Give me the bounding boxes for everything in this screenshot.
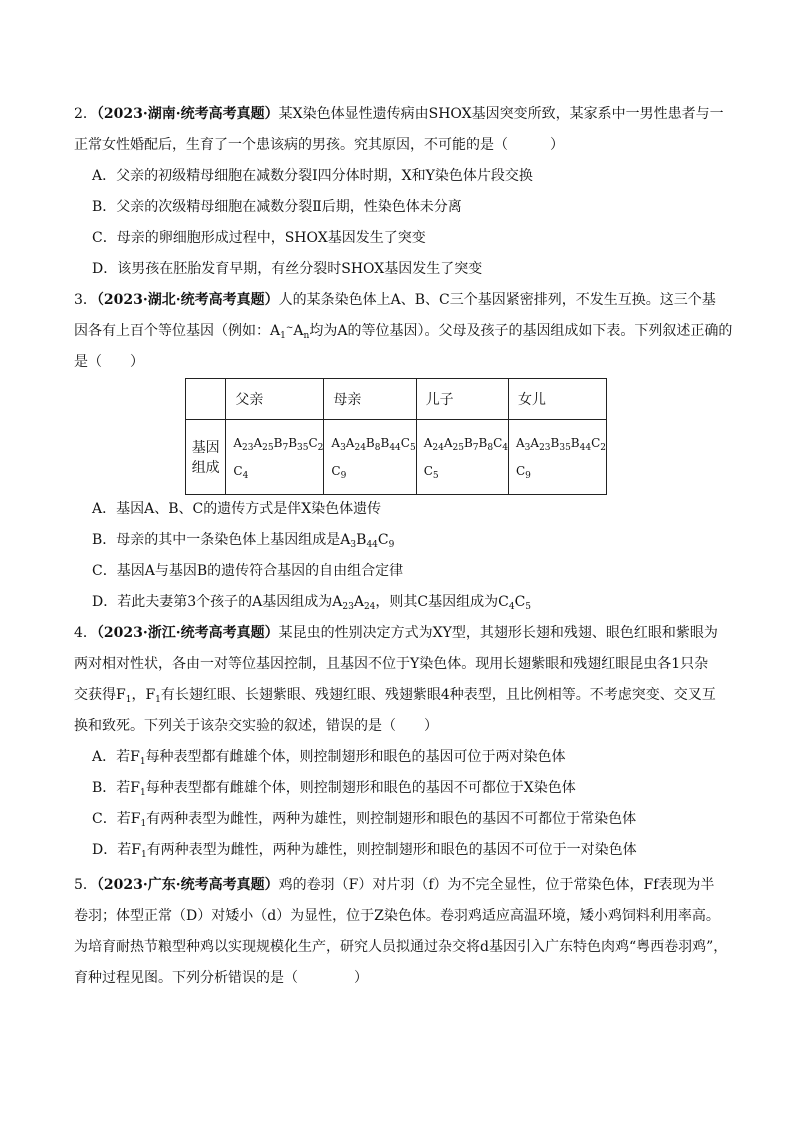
q5-stem-line3: 为培育耐热节粮型种鸡以实现规模化生产，研究人员拟通过杂交将d基因引入广东特色肉鸡“粤西卷羽鸡”， [74,939,728,955]
q4-option-b-prefix: B．若F [92,780,141,796]
q3-option-d [92,592,531,612]
gene-letter: A [530,436,540,450]
gene-letter: B [380,436,390,450]
gene-letter: C [233,464,243,478]
q5-stem-line2: 卷羽；体型正常（D）对矮小（d）为显性，位于Z染色体。卷羽鸡适应高温环境，矮小鸡饲料利用率高。 [74,908,720,924]
q4-option-c-text: 有两种表型为雌性，两种为雄性，则控制翅形和眼色的基因不可都位于常染色体 [146,811,637,827]
q3-option-b [92,530,394,550]
gene-subscript: 8 [487,443,494,453]
genotype-line [424,457,508,485]
q3-sub-1: 1 [280,331,286,341]
q4-option-b-text: 每种表型都有雌雄个体，则控制翅形和眼色的基因不可都位于X染色体 [145,780,576,796]
q2-stem-text1: 某X染色体显性遗传病由SHOX基因突变所致，某家系中一男性患者与一 [278,106,724,122]
gene-letter: B [288,436,298,450]
q4-option-d [92,840,637,860]
q3-option-c: C．基因A与基因B的遗传符合基因的自由组合定律 [92,563,404,579]
table-header-empty [186,379,226,420]
q3-option-d-sub3: 4 [508,602,515,612]
q3-option-d-mid1: A [353,594,364,610]
q4-option-c-sub: 1 [140,819,147,829]
q3-number: 3． [74,292,97,308]
gene-subscript: 9 [525,471,531,481]
q3-option-b-mid2: C [377,532,389,548]
gene-letter: C [308,436,318,450]
q3-stem-line3: 是（ ） [74,354,144,370]
gene-subscript: 23 [242,443,254,453]
q4-stem-text3a: 交获得F [74,687,126,703]
gene-letter: A [443,436,453,450]
q3-stem-line1 [74,290,716,310]
gene-letter: C [515,464,526,478]
q3-option-d-sub4: 5 [525,602,532,612]
gene-subscript: 5 [432,471,439,481]
genotype-line [331,457,415,485]
gene-subscript: 2 [600,443,606,453]
q4-stem-sub1: 1 [125,695,132,705]
q4-stem-line1 [74,623,718,643]
genotype-line [516,429,606,457]
q2-option-b: B．父亲的次级精母细胞在减数分裂Ⅱ后期，性染色体未分离 [92,199,462,215]
genotype-line [516,457,606,485]
table-header-daughter: 女儿 [508,379,606,420]
gene-letter: C [591,436,601,450]
q3-letter-a: A [293,323,304,339]
q3-stem-line2 [74,321,732,341]
gene-subscript: 35 [559,443,571,453]
gene-letter: B [550,436,560,450]
gene-letter: A [423,436,433,450]
genotype-line [424,429,508,457]
gene-letter: C [400,436,410,450]
gene-subscript: 35 [297,443,309,453]
q3-option-d-sub2: 24 [363,602,376,612]
gene-subscript: 4 [242,471,249,481]
q3-source: （2023·湖北·统考高考真题） [96,292,279,308]
gene-subscript: 8 [374,443,381,453]
gene-letter: C [493,436,503,450]
q4-stem-line3 [74,685,716,705]
gene-subscript: 7 [282,443,289,453]
gene-letter: B [365,436,375,450]
q4-option-c [92,809,636,829]
q4-option-a-text: 每种表型都有雌雄个体，则控制翅形和眼色的基因可位于两对染色体 [145,749,566,765]
gene-letter: A [253,436,263,450]
gene-letter: B [463,436,473,450]
gene-subscript: 3 [340,443,346,453]
gene-subscript: 25 [262,443,274,453]
table-row-label: 基因组成 [186,420,226,495]
gene-subscript: 3 [524,443,531,453]
q4-option-b [92,778,576,798]
q3-option-a: A．基因A、B、C的遗传方式是伴X染色体遗传 [92,501,382,517]
q2-option-d: D．该男孩在胚胎发育早期，有丝分裂时SHOX基因发生了突变 [92,261,483,277]
q4-option-a-sub: 1 [139,757,146,767]
q3-option-b-sub2: 44 [366,540,378,550]
q4-option-a-prefix: A．若F [92,749,140,765]
gene-subscript: 24 [354,443,366,453]
q4-option-d-prefix: D．若F [92,842,141,858]
genotype-son [417,429,508,485]
q4-stem-text1: 某昆虫的性别决定方式为XY型，其翅形长翅和残翅、眼色红眼和紫眼为 [278,625,718,641]
gene-letter: A [345,436,355,450]
q4-number: 4． [74,625,97,641]
q2-source: （2023·湖南·统考高考真题） [96,106,279,122]
q3-option-d-text2: ，则其C基因组成为C [375,594,509,610]
q5-stem-line1 [74,875,714,895]
q4-option-a [92,747,566,767]
table-cell-father [226,420,324,495]
q3-option-d-text: D．若此夫妻第3个孩子的A基因组成为A [92,594,343,610]
q3-option-b-text: B．母亲的其中一条染色体上基因组成是A [92,532,351,548]
gene-letter: B [273,436,283,450]
q5-stem-text1: 鸡的卷羽（F）对片羽（f）为不完全显性，位于常染色体，Ff表现为半 [278,877,715,893]
genotype-line [233,429,323,457]
q3-option-b-mid1: B [356,532,367,548]
gene-letter: B [570,436,580,450]
genotype-mother [324,429,415,485]
gene-letter: A [331,436,341,450]
q4-stem-line4: 换和致死。下列关于该杂交实验的叙述，错误的是（ ） [74,718,438,734]
table-cell-daughter [508,420,606,495]
table-cell-mother [324,420,416,495]
genotype-table [185,378,607,495]
gene-subscript: 2 [317,443,324,453]
table-cell-son [416,420,508,495]
gene-subscript: 25 [452,443,464,453]
q3-stem-text2b: 均为A的等位基因）。父母及孩子的基因组成如下表。下列叙述正确的 [309,323,733,339]
q3-stem-text2a: 因各有上百个等位基因（例如：A [74,323,281,339]
q5-number: 5． [74,877,97,893]
gene-subscript: 24 [432,443,444,453]
q2-option-c: C．母亲的卵细胞形成过程中，SHOX基因发生了突变 [92,230,426,246]
table-header-son: 儿子 [416,379,508,420]
q4-stem-sub2: 1 [155,695,161,705]
gene-subscript: 9 [340,471,347,481]
q5-source: （2023·广东·统考高考真题） [96,877,279,893]
genotype-daughter [509,429,606,485]
gene-subscript: 23 [539,443,551,453]
table-header-father: 父亲 [226,379,324,420]
gene-subscript: 4 [502,443,508,453]
table-header-mother: 母亲 [324,379,416,420]
q2-number: 2． [74,106,97,122]
gene-letter: A [515,436,525,450]
q4-stem-text3b: ，F [131,687,156,703]
genotype-father [226,429,323,485]
gene-subscript: 7 [472,443,479,453]
q4-stem-line2: 两对相对性状，各由一对等位基因控制，且基因不位于Y染色体。现用长翅紫眼和残翅红眼昆虫各1只杂 [74,656,709,672]
q2-stem-line1 [74,104,724,124]
q5-stem-line4: 育种过程见图。下列分析错误的是（ ） [74,970,368,986]
q3-stem-text1: 人的某条染色体上A、B、C三个基因紧密排列，不发生互换。这三个基 [278,292,716,308]
q3-option-d-mid2: C [514,594,526,610]
q4-option-c-prefix: C．若F [92,811,141,827]
q3-option-b-sub1: 3 [350,540,357,550]
q3-tilde: ~ [285,323,294,333]
gene-letter: A [233,436,243,450]
gene-subscript: 44 [389,443,401,453]
gene-letter: B [478,436,488,450]
q2-option-a: A．父亲的初级精母细胞在减数分裂Ⅰ四分体时期，X和Y染色体片段交换 [92,168,533,184]
q4-stem-text3c: 有长翅红眼、长翅紫眼、残翅红眼、残翅紫眼4种表型，且比例相等。不考虑突变、交叉互 [160,687,716,703]
gene-subscript: 5 [409,443,416,453]
gene-subscript: 44 [579,443,592,453]
q3-option-b-sub3: 9 [388,540,395,550]
q4-option-d-sub: 1 [140,850,147,860]
genotype-line [331,429,415,457]
q4-option-b-sub: 1 [140,788,146,798]
q4-option-d-text: 有两种表型为雌性，两种为雄性，则控制翅形和眼色的基因不可位于一对染色体 [146,842,637,858]
q3-sub-n: n [303,331,310,341]
genotype-line [233,457,323,485]
gene-letter: C [423,464,433,478]
gene-letter: C [331,464,341,478]
q2-stem-line2: 正常女性婚配后，生育了一个患该病的男孩。究其原因，不可能的是（ ） [74,137,564,153]
q4-source: （2023·浙江·统考高考真题） [96,625,279,641]
q3-option-d-sub1: 23 [342,602,354,612]
